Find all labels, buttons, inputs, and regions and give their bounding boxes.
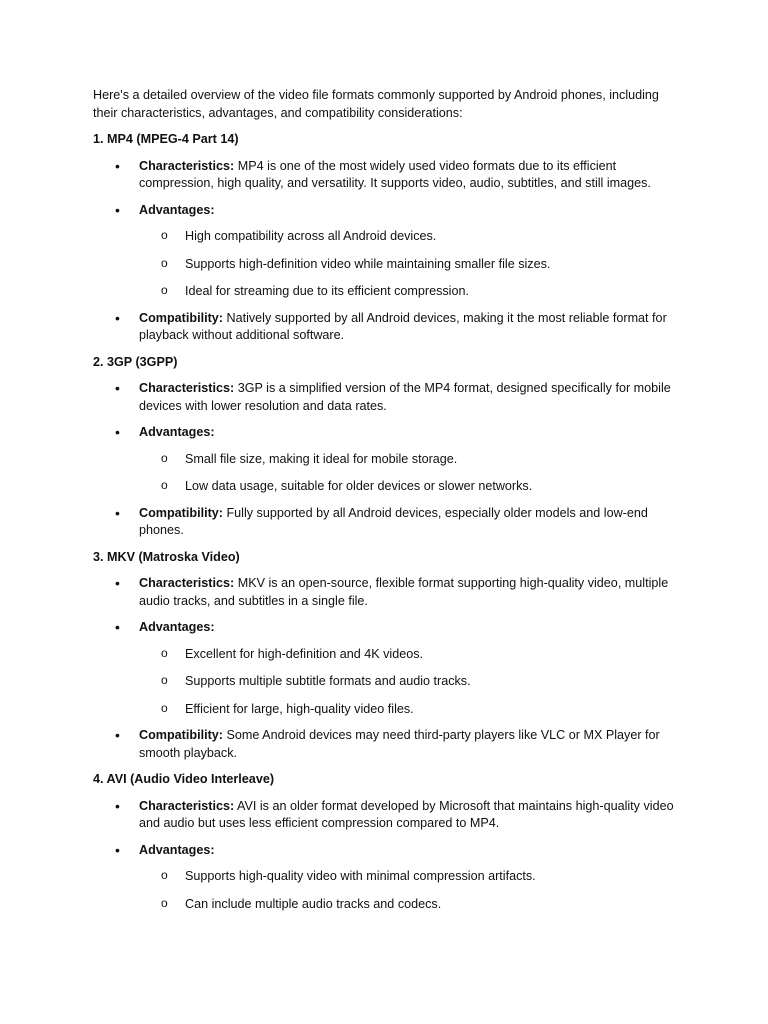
characteristics-label: Characteristics: xyxy=(139,158,235,173)
advantages-item xyxy=(93,424,676,496)
characteristics-text: AVI is an older format developed by Microsoft that maintains high-quality video and audio but uses less efficient compression compared to MP4. xyxy=(139,798,674,830)
advantages-list xyxy=(139,451,676,496)
characteristics-item xyxy=(93,158,676,193)
advantage-text: Efficient for large, high-quality video files. xyxy=(185,701,414,716)
bullet-list xyxy=(93,158,676,345)
bullet-glyph: • xyxy=(115,727,120,743)
sub-bullet-glyph: o xyxy=(161,868,168,882)
advantages-list xyxy=(139,646,676,719)
characteristics-item xyxy=(93,798,676,833)
advantages-label: Advantages: xyxy=(139,425,215,439)
characteristics-label: Characteristics: xyxy=(139,381,235,395)
advantage-text: Ideal for streaming due to its efficient compression. xyxy=(185,284,469,298)
intro-paragraph: Here's a detailed overview of the video file formats commonly supported by Android phones, including their characteristics, advantages, and compatibility considerations: xyxy=(93,88,659,120)
bullet-glyph: • xyxy=(115,201,120,218)
advantage-text: Supports multiple subtitle formats and audio tracks. xyxy=(185,674,471,688)
bullet-glyph: • xyxy=(115,380,120,396)
characteristics-text: MKV is an open-source, flexible format supporting high-quality video, multiple audio tracks, and subtitles in a single file. xyxy=(139,576,669,608)
characteristics-text: 3GP is a simplified version of the MP4 format, designed specifically for mobile devices with lower resolution and data rates. xyxy=(139,381,671,413)
advantage-text: High compatibility across all Android devices. xyxy=(185,229,437,243)
sub-bullet-glyph: o xyxy=(161,673,168,687)
section-avi xyxy=(93,771,676,913)
advantage-item xyxy=(139,228,676,246)
advantage-item xyxy=(139,256,676,274)
advantage-item xyxy=(139,646,676,664)
advantage-item xyxy=(139,868,676,886)
sub-bullet-glyph: o xyxy=(161,228,168,242)
characteristics-text: MP4 is one of the most widely used video formats due to its efficient compression, high quality, and versatility. It supports video, audio, subtitles, and still images. xyxy=(139,158,651,190)
section-heading: 4. AVI (Audio Video Interleave) xyxy=(93,772,275,786)
sub-bullet-glyph: o xyxy=(161,255,168,270)
advantage-text: Excellent for high-definition and 4K videos. xyxy=(185,646,424,661)
compatibility-item xyxy=(93,727,676,762)
advantage-item xyxy=(139,451,676,469)
sub-bullet-glyph: o xyxy=(161,283,168,297)
bullet-glyph: • xyxy=(115,841,120,858)
compatibility-text: Some Android devices may need third-party players like VLC or MX Player for smooth playback. xyxy=(139,728,660,760)
advantages-item xyxy=(93,619,676,718)
characteristics-item xyxy=(93,575,676,610)
section-heading: 3. MKV (Matroska Video) xyxy=(93,549,240,564)
advantage-item xyxy=(139,283,676,301)
bullet-glyph: • xyxy=(115,575,120,591)
bullet-glyph: • xyxy=(115,797,120,814)
section-heading: 1. MP4 (MPEG-4 Part 14) xyxy=(93,132,239,146)
bullet-glyph: • xyxy=(115,619,120,635)
advantage-text: Supports high-definition video while maintaining smaller file sizes. xyxy=(185,256,551,271)
bullet-list xyxy=(93,575,676,762)
bullet-list xyxy=(93,380,676,540)
compatibility-label: Compatibility: xyxy=(139,310,223,325)
sub-bullet-glyph: o xyxy=(161,645,168,660)
advantage-text: Small file size, making it ideal for mobile storage. xyxy=(185,451,458,466)
section-3gp xyxy=(93,354,676,540)
characteristics-item xyxy=(93,380,676,415)
characteristics-label: Characteristics: xyxy=(139,798,235,813)
advantage-item xyxy=(139,701,676,719)
characteristics-label: Characteristics: xyxy=(139,576,235,590)
section-mp4 xyxy=(93,131,676,345)
sub-bullet-glyph: o xyxy=(161,450,168,465)
compatibility-text: Fully supported by all Android devices, especially older models and low-end phones. xyxy=(139,505,648,537)
advantages-label: Advantages: xyxy=(139,202,215,217)
bullet-glyph: • xyxy=(115,504,120,521)
section-heading: 2. 3GP (3GPP) xyxy=(93,354,178,369)
section-mkv xyxy=(93,549,676,763)
advantage-text: Supports high-quality video with minimal compression artifacts. xyxy=(185,869,536,883)
advantage-text: Can include multiple audio tracks and codecs. xyxy=(185,896,442,911)
compatibility-text: Natively supported by all Android devices, making it the most reliable format for playback without additional software. xyxy=(139,310,667,342)
advantage-item xyxy=(139,478,676,496)
advantages-label: Advantages: xyxy=(139,842,215,857)
compatibility-item xyxy=(93,505,676,540)
bullet-glyph: • xyxy=(115,157,120,174)
bullet-glyph: • xyxy=(115,309,120,326)
compatibility-item xyxy=(93,310,676,345)
sub-bullet-glyph: o xyxy=(161,700,168,715)
sub-bullet-glyph: o xyxy=(161,895,168,910)
advantages-label: Advantages: xyxy=(139,620,215,634)
advantage-item xyxy=(139,896,676,914)
advantages-list xyxy=(139,868,676,913)
sub-bullet-glyph: o xyxy=(161,478,168,492)
bullet-list xyxy=(93,798,676,914)
advantage-item xyxy=(139,673,676,691)
compatibility-label: Compatibility: xyxy=(139,728,223,742)
advantage-text: Low data usage, suitable for older devices or slower networks. xyxy=(185,479,533,493)
advantages-item xyxy=(93,842,676,914)
bullet-glyph: • xyxy=(115,424,120,440)
advantages-item xyxy=(93,202,676,301)
advantages-list xyxy=(139,228,676,301)
compatibility-label: Compatibility: xyxy=(139,505,223,520)
